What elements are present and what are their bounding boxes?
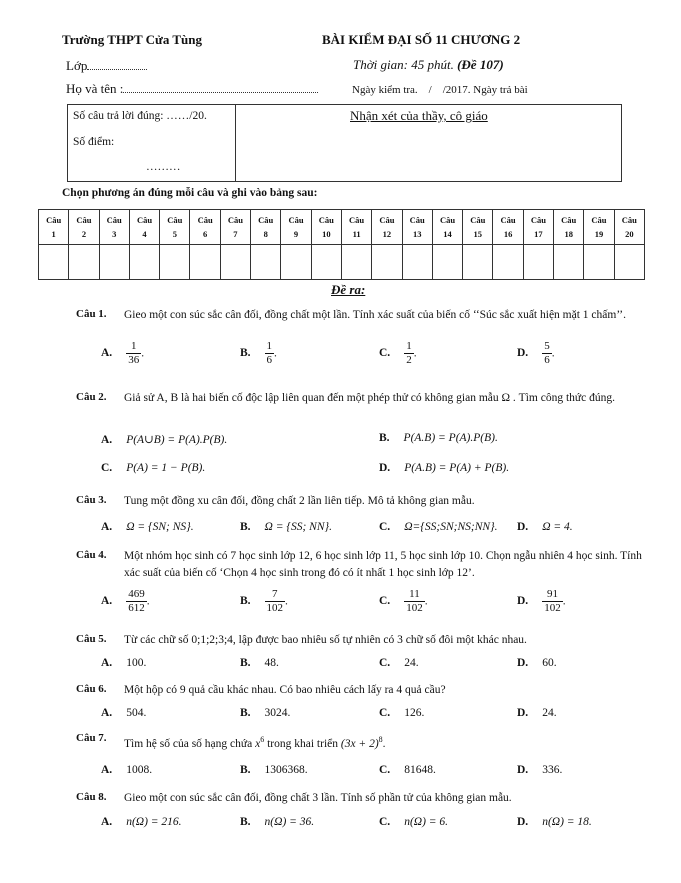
question-text: Từ các chữ số 0;1;2;3;4, lập được bao nhiêu số tự nhiên có 3 chữ số đôi một khác nhau. — [124, 634, 527, 646]
answer-header-word: Câu — [530, 215, 546, 225]
answer-option-letter: D. — [517, 347, 529, 360]
answer-option[interactable] — [101, 764, 152, 776]
answer-option-text: 24. — [404, 657, 419, 669]
fraction-denominator: 102 — [544, 602, 561, 614]
answer-header-number: 8 — [263, 229, 268, 239]
answer-option-letter: A. — [101, 816, 113, 828]
fraction-period: . — [424, 595, 428, 608]
answer-option-letter: D. — [517, 657, 529, 669]
answer-option-text: P(A∪B) = P(A).P(B). — [126, 434, 228, 446]
answer-header-cell — [160, 210, 190, 245]
name-label: Họ và tên : — [66, 81, 124, 96]
answer-option[interactable] — [101, 432, 227, 446]
question-text-expression-exponent: 8 — [378, 735, 383, 744]
answer-option[interactable] — [101, 340, 144, 367]
exam-date: Ngày kiểm tra. / /2017. Ngày trả bài — [352, 84, 528, 96]
answer-table-header-row — [39, 210, 645, 245]
question-text-middle: trong khai triển — [264, 737, 341, 750]
answer-option[interactable] — [240, 340, 277, 367]
answer-option[interactable] — [101, 707, 146, 719]
answer-option[interactable] — [240, 764, 308, 776]
fraction-period: . — [141, 347, 145, 360]
answer-input-cell[interactable] — [463, 245, 493, 280]
answer-option[interactable] — [240, 657, 279, 669]
fraction-denominator: 6 — [544, 354, 550, 366]
answer-input-cell[interactable] — [493, 245, 523, 280]
answer-option[interactable] — [517, 657, 557, 669]
fraction — [126, 340, 141, 367]
answer-input-cell[interactable] — [402, 245, 432, 280]
answer-header-cell — [39, 210, 69, 245]
answer-header-number: 9 — [293, 229, 299, 239]
answer-header-cell — [554, 210, 584, 245]
answer-header-number: 20 — [625, 229, 634, 239]
question-text — [124, 731, 644, 753]
answer-table-answer-row — [39, 245, 645, 280]
answer-header-number: 17 — [534, 229, 543, 239]
answer-option-text: P(A.B) = P(A).P(B). — [403, 432, 498, 444]
answer-header-word: Câu — [76, 215, 92, 225]
school-name: Trường THPT Cửa Tùng — [62, 32, 202, 47]
answer-option-letter: C. — [379, 657, 391, 669]
answer-option[interactable] — [240, 588, 288, 615]
answer-option-letter: B. — [240, 707, 251, 719]
fraction-numerator: 469 — [128, 588, 145, 600]
answer-input-cell[interactable] — [372, 245, 402, 280]
question-number: Câu 8. — [76, 791, 107, 803]
answer-header-cell — [220, 210, 250, 245]
fraction-numerator: 5 — [544, 340, 550, 352]
answer-option-text: 1008. — [126, 764, 153, 776]
question-text-after: . — [382, 737, 386, 750]
question-number: Câu 7. — [76, 732, 107, 744]
answer-option-letter: B. — [240, 595, 251, 608]
fraction — [265, 340, 275, 367]
answer-option-text: 336. — [542, 764, 563, 776]
answer-option[interactable] — [517, 521, 573, 533]
answer-option-letter: C. — [379, 816, 391, 828]
answer-header-word: Câu — [258, 215, 274, 225]
answer-header-cell — [402, 210, 432, 245]
answer-option-text: n(Ω) = 18. — [542, 816, 592, 828]
answer-header-word: Câu — [288, 215, 304, 225]
answer-option-letter: A. — [101, 657, 113, 669]
fraction-numerator: 1 — [126, 340, 141, 354]
answer-option-text: 126. — [404, 707, 425, 719]
answer-header-cell — [190, 210, 220, 245]
answer-header-number: 13 — [412, 229, 422, 239]
answer-option-text: 100. — [126, 657, 147, 669]
answer-header-word: Câu — [470, 215, 486, 225]
answer-header-number: 10 — [322, 229, 331, 239]
fraction — [542, 340, 552, 367]
answer-input-cell[interactable] — [614, 245, 644, 280]
answer-option-letter: B. — [240, 657, 251, 669]
question-number: Câu 6. — [76, 683, 107, 695]
name-dots — [123, 82, 318, 93]
fraction-period: . — [146, 595, 150, 608]
answer-header-cell — [69, 210, 99, 245]
answer-option[interactable] — [101, 521, 194, 533]
answer-header-cell — [281, 210, 311, 245]
exam-title: BÀI KIỂM ĐẠI SỐ 11 CHƯƠNG 2 — [322, 32, 521, 47]
answer-option-text: 1306368. — [264, 764, 308, 776]
answer-option-letter: A. — [101, 434, 113, 446]
correct-count-label: Số câu trả lời đúng: ……/20. — [73, 110, 207, 122]
answer-option[interactable] — [101, 588, 150, 615]
answer-input-cell[interactable] — [160, 245, 190, 280]
score-box — [67, 104, 622, 182]
answer-option[interactable] — [101, 462, 205, 474]
answer-option-letter: B. — [240, 347, 251, 360]
answer-option[interactable] — [379, 764, 436, 776]
answer-option-text: Ω = {SN; NS}. — [126, 521, 194, 533]
answer-header-cell — [463, 210, 493, 245]
answer-header-word: Câu — [167, 215, 183, 225]
answer-header-cell — [251, 210, 281, 245]
answer-option-text: n(Ω) = 6. — [404, 816, 449, 828]
answer-header-word: Câu — [227, 215, 243, 225]
fraction-denominator: 2 — [406, 354, 412, 366]
answer-option-letter: C. — [379, 764, 391, 776]
answer-header-cell — [311, 210, 341, 245]
answer-option[interactable] — [101, 816, 182, 828]
answer-option-text: 60. — [542, 657, 557, 669]
answer-header-cell — [584, 210, 614, 245]
answer-option[interactable] — [517, 340, 555, 367]
answer-header-number: 16 — [503, 229, 513, 239]
fraction — [404, 340, 414, 367]
question-number: Câu 4. — [76, 549, 107, 561]
answer-option-letter: A. — [101, 764, 113, 776]
answer-option-letter: D. — [517, 816, 529, 828]
fraction-numerator: 91 — [542, 588, 563, 602]
fraction-numerator: 1 — [266, 340, 273, 352]
answer-header-word: Câu — [591, 215, 607, 225]
answer-option[interactable] — [517, 816, 592, 828]
answer-input-cell[interactable] — [281, 245, 311, 280]
answer-header-cell — [432, 210, 462, 245]
answer-option-letter: D. — [517, 595, 529, 608]
answer-option[interactable] — [240, 816, 314, 828]
answer-option-letter: C. — [379, 707, 391, 719]
answer-option-letter: D. — [517, 764, 529, 776]
question-text: Giả sử A, B là hai biến cố độc lập liên quan đến một phép thử có không gian mẫu Ω . Tìm công thức đúng. — [124, 392, 615, 404]
score-label: Số điểm: — [73, 136, 115, 148]
answer-header-cell — [99, 210, 129, 245]
answer-option[interactable] — [240, 707, 290, 719]
answer-option-letter: C. — [379, 521, 391, 533]
question-text-exponent: 6 — [260, 735, 265, 744]
answer-input-cell[interactable] — [584, 245, 614, 280]
answer-option-letter: C. — [379, 347, 391, 360]
answer-input-cell[interactable] — [523, 245, 553, 280]
answer-option-text: 48. — [264, 657, 279, 669]
answer-option-letter: A. — [101, 521, 113, 533]
question-text: Tung một đồng xu cân đối, đồng chất 2 lần liên tiếp. Mô tả không gian mẫu. — [124, 495, 475, 507]
answer-option-text: 3024. — [264, 707, 291, 719]
answer-option-letter: D. — [379, 462, 391, 474]
answer-option-letter: A. — [101, 595, 113, 608]
answer-option-letter: C. — [379, 595, 391, 608]
answer-option-letter: B. — [240, 764, 251, 776]
answer-option[interactable] — [379, 657, 419, 669]
exam-code: (Đề 107) — [457, 57, 504, 72]
answer-option-letter: B. — [240, 816, 251, 828]
fraction-period: . — [274, 347, 277, 360]
question-text: Gieo một con súc sắc cân đối, đồng chất một lần. Tính xác suất của biến cố ‘‘Súc sắc xuất hiện mặt 1 chấm’’. — [124, 309, 627, 321]
fraction — [404, 588, 425, 615]
answer-header-number: 11 — [352, 229, 361, 239]
answer-input-cell[interactable] — [554, 245, 584, 280]
answer-input-cell[interactable] — [311, 245, 341, 280]
answer-header-word: Câu — [439, 215, 456, 225]
answer-header-number: 18 — [564, 229, 573, 239]
answer-option-text: n(Ω) = 216. — [126, 816, 182, 828]
fraction — [265, 588, 286, 615]
answer-option-letter: B. — [240, 521, 251, 533]
answer-header-word: Câu — [561, 215, 577, 225]
class-dots — [87, 59, 147, 70]
answer-option[interactable] — [379, 707, 424, 719]
score-dots: ……… — [146, 161, 181, 173]
answer-option[interactable] — [517, 588, 566, 615]
class-field — [66, 58, 147, 74]
answer-option-text: 81648. — [404, 764, 436, 776]
class-label: Lớp — [66, 58, 88, 73]
answer-header-word: Câu — [409, 215, 425, 225]
section-title: Đề ra: — [331, 282, 366, 297]
question-number: Câu 3. — [76, 494, 107, 506]
answer-header-number: 14 — [443, 229, 452, 239]
fraction — [126, 588, 147, 615]
answer-header-number: 1 — [51, 229, 56, 239]
answer-option-letter: C. — [101, 462, 113, 474]
fraction-period: . — [562, 595, 566, 608]
time-text: Thời gian: 45 phút. — [353, 57, 454, 72]
instruction: Chọn phương án đúng mỗi câu và ghi vào bảng sau: — [62, 187, 318, 199]
answer-option-letter: D. — [517, 521, 529, 533]
answer-header-number: 4 — [142, 229, 147, 239]
answer-option-letter: D. — [517, 707, 529, 719]
score-box-divider — [235, 105, 236, 181]
answer-input-cell[interactable] — [341, 245, 371, 280]
answer-option-text: Ω = {SS; NN}. — [264, 521, 332, 533]
answer-header-cell — [372, 210, 402, 245]
fraction-numerator: 11 — [404, 588, 425, 602]
answer-header-number: 5 — [172, 229, 177, 239]
answer-header-word: Câu — [318, 215, 334, 225]
fraction-numerator: 7 — [265, 588, 286, 602]
answer-option[interactable] — [517, 707, 557, 719]
answer-option[interactable] — [379, 588, 428, 615]
fraction-denominator: 36 — [128, 354, 140, 366]
answer-option-letter: B. — [379, 432, 390, 444]
answer-header-cell — [523, 210, 553, 245]
answer-header-word: Câu — [500, 215, 516, 225]
answer-option-text: Ω = 4. — [542, 521, 573, 533]
question-text: Gieo một con súc sắc cân đối, đồng chất 3 lần. Tính số phần tử của không gian mẫu. — [124, 792, 512, 804]
answer-header-number: 6 — [203, 229, 208, 239]
question-number: Câu 1. — [76, 308, 107, 320]
fraction-denominator: 612 — [128, 602, 145, 614]
answer-header-word: Câu — [136, 215, 153, 225]
answer-table — [38, 209, 645, 280]
answer-header-word: Câu — [46, 215, 62, 225]
fraction-denominator: 102 — [266, 602, 284, 614]
answer-header-number: 2 — [81, 229, 87, 239]
answer-header-cell — [129, 210, 159, 245]
answer-input-cell[interactable] — [129, 245, 159, 280]
answer-option-letter: A. — [101, 707, 113, 719]
answer-input-cell[interactable] — [190, 245, 220, 280]
answer-option-text: P(A.B) = P(A) + P(B). — [404, 462, 510, 474]
answer-option-text: 24. — [542, 707, 557, 719]
question-text-variable: x — [255, 737, 261, 750]
teacher-remark-label: Nhận xét của thầy, cô giáo — [350, 108, 488, 123]
answer-input-cell[interactable] — [432, 245, 462, 280]
answer-input-cell[interactable] — [251, 245, 281, 280]
answer-header-word: Câu — [106, 215, 122, 225]
fraction-period: . — [551, 347, 555, 360]
answer-option[interactable] — [379, 432, 498, 444]
answer-input-cell[interactable] — [99, 245, 129, 280]
answer-header-cell — [493, 210, 523, 245]
answer-header-word: Câu — [197, 215, 213, 225]
question-text: Một nhóm học sinh có 7 học sinh lớp 12, 6 học sinh lớp 11, 5 học sinh lớp 10. Chọn ngẫu nhiên 4 học sinh. Tính xác suất của biến cố ‘Chọn 4 học sinh trong đó có ít nhất 1 học sinh lớp 12’. — [124, 550, 642, 579]
answer-option-text: Ω={SS;SN;NS;NN}. — [404, 521, 498, 533]
question-number: Câu 2. — [76, 391, 107, 403]
fraction-period: . — [413, 347, 417, 360]
answer-option[interactable] — [379, 521, 498, 533]
answer-option[interactable] — [517, 764, 562, 776]
answer-input-cell[interactable] — [69, 245, 99, 280]
answer-option-text: P(A) = 1 − P(B). — [126, 462, 206, 474]
answer-option-letter: A. — [101, 347, 113, 360]
answer-header-number: 12 — [382, 229, 392, 239]
fraction-denominator: 6 — [266, 354, 273, 366]
answer-input-cell[interactable] — [39, 245, 69, 280]
answer-option[interactable] — [379, 816, 448, 828]
answer-header-number: 19 — [594, 229, 604, 239]
question-number: Câu 5. — [76, 633, 107, 645]
answer-option[interactable] — [379, 340, 417, 367]
answer-input-cell[interactable] — [220, 245, 250, 280]
answer-header-number: 3 — [112, 229, 117, 239]
fraction-period: . — [285, 595, 288, 608]
fraction-numerator: 1 — [406, 340, 412, 352]
answer-header-word: Câu — [349, 215, 365, 225]
answer-header-cell — [341, 210, 371, 245]
fraction — [542, 588, 563, 615]
question-text-expression: (3x + 2) — [340, 737, 379, 750]
answer-option-text: 504. — [126, 707, 147, 719]
time-line — [353, 57, 504, 73]
name-field — [66, 81, 318, 97]
answer-header-cell — [614, 210, 644, 245]
answer-header-word: Câu — [379, 215, 395, 225]
answer-option[interactable] — [240, 521, 332, 533]
answer-option[interactable] — [379, 462, 509, 474]
answer-option-text: n(Ω) = 36. — [264, 816, 315, 828]
question-text-before: Tìm hệ số của số hạng chứa — [124, 737, 256, 750]
answer-header-number: 7 — [233, 229, 238, 239]
answer-header-word: Câu — [621, 215, 637, 225]
answer-option[interactable] — [101, 657, 146, 669]
answer-header-number: 15 — [473, 229, 483, 239]
question-text: Một hộp có 9 quả cầu khác nhau. Có bao nhiêu cách lấy ra 4 quả cầu? — [124, 684, 446, 696]
fraction-denominator: 102 — [406, 602, 423, 614]
